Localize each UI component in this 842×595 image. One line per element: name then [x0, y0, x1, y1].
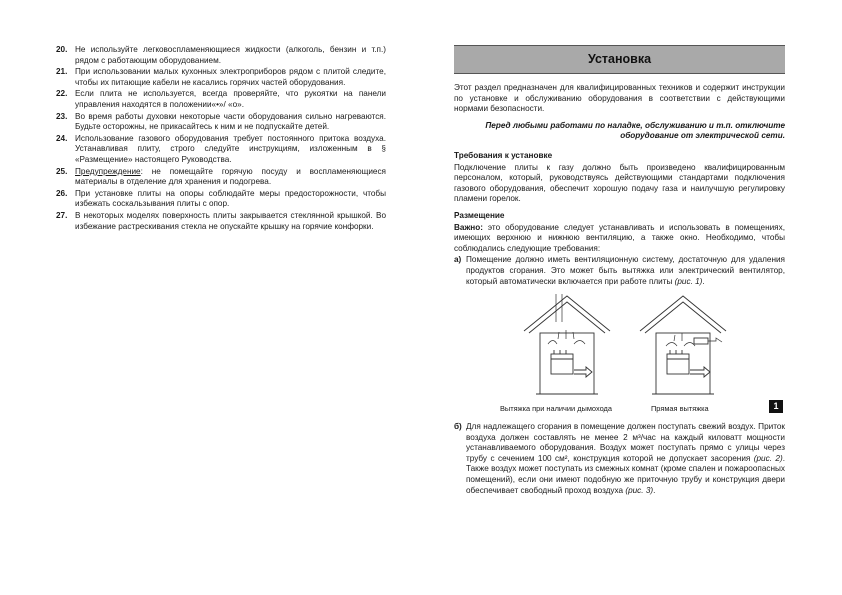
ventilation-figure — [454, 292, 785, 422]
caption-chimney: Вытяжка при наличии дымохода — [500, 404, 612, 414]
requirements-heading: Требования к установке — [454, 150, 553, 160]
list-item: 23. Во время работы духовки некоторые части оборудования сильно нагреваются. Будьте осторожны, не прикасайтесь к ним и не подпускайте детей. — [56, 111, 386, 132]
section-title: Установка — [454, 45, 785, 74]
caption-direct: Прямая вытяжка — [651, 404, 709, 414]
power-warning: Перед любыми работами по наладке, обслуживанию и т.п. отключите оборудование от электрической сети. — [485, 120, 785, 141]
intro-paragraph: Этот раздел предназначен для квалифицированных техников и содержит инструкции по установке и обслуживанию оборудования в соответствии с действующими нормами безопасности. — [454, 83, 785, 114]
safety-list — [56, 45, 386, 233]
installation-section — [454, 45, 785, 501]
list-item: 21. При использовании малых кухонных электроприборов рядом с плитой следите, чтобы их питающие кабели не касались горячих частей оборудования. — [56, 67, 386, 87]
house-direct-extraction-illustration — [640, 296, 726, 394]
list-item: 27. В некоторых моделях поверхность плиты закрывается стеклянной крышкой. Во избежание растрескивания стекла не опускайте крышку на горячие конфорки. — [56, 210, 386, 231]
figure-number-badge: 1 — [769, 400, 783, 413]
list-item: 25. Предупреждение: не помещайте горячую посуду и воспламеняющиеся материалы в отделение для хранения и подогрева. — [56, 166, 386, 187]
house-chimney-illustration — [524, 294, 610, 394]
list-item: 22. Если плита не используется, всегда проверяйте, что рукоятки на панели управления находятся в положении«•»/ «o». — [56, 89, 386, 109]
list-item: 24. Использование газового оборудования требует постоянного притока воздуха. Устанавливая плиту, строго следуйте инструкциям, изложенным в § «Размещение» настоящего Руководства. — [56, 133, 386, 164]
requirement-b: б) Для надлежащего сгорания в помещение должен поступать свежий воздух. Приток воздуха должен составлять не менее 2 м³/час на каждый киловатт мощности устанавливаемого оборудования. Воздух может поступать прямо с улицы через трубу с сечением 100 см², конструкция которой не допускает засорения (рис. 2). Также воздух может поступать из смежных комнат (кроме спален и пожароопасных помещений), если они имеют подобную же приточную трубу и конструкция двери обеспечивает свободный проход воздуха (рис. 3). — [454, 422, 785, 495]
placement-heading: Размещение — [454, 210, 505, 220]
ventilation-diagram — [454, 292, 785, 422]
list-item: 26. При установке плиты на опоры соблюдайте меры предосторожности, чтобы избежать соскальзывания плиты с опор. — [56, 188, 386, 209]
important-note: Важно: это оборудование следует устанавливать и использовать в помещениях, имеющих верхнюю и нижнюю вентиляцию, а также окно. Необходимо, чтобы соблюдались следующие требования: — [454, 222, 785, 253]
list-item: 20. Не используйте легковоспламеняющиеся жидкости (алкоголь, бензин и т.п.) рядом с работающим оборудованием. — [56, 45, 386, 65]
requirements-text: Подключение плиты к газу должно быть произведено квалифицированным персоналом, который, руководствуясь действующими стандартами подключения газового оборудования, обеспечит хорошую подачу газа и наилучшую регулировку пламени горелок. — [454, 162, 785, 204]
requirement-a: a) Помещение должно иметь вентиляционную систему, достаточную для удаления продуктов сгорания. Это может быть вытяжка или электрический вентилятор, который автоматически включается при работе плиты (рис. 1). — [454, 255, 785, 286]
